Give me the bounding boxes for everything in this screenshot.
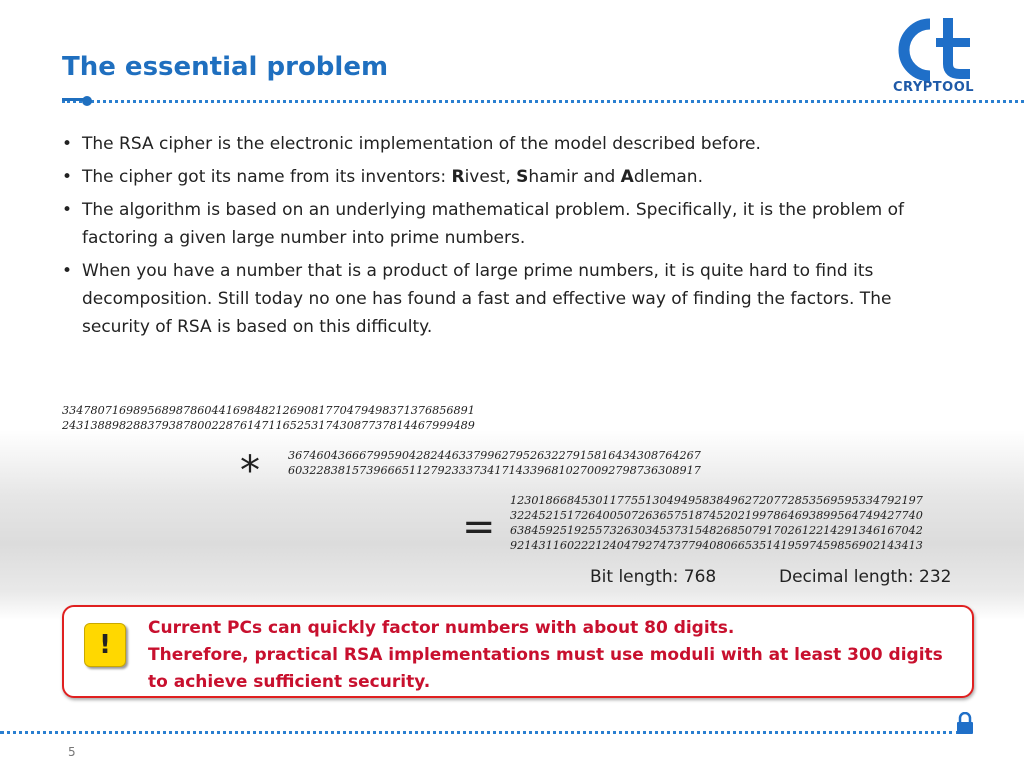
multiply-sign: * (240, 448, 260, 494)
text: S (516, 167, 529, 187)
product (510, 493, 923, 553)
logo-text: CRYPTOOL (893, 80, 975, 95)
bullet-item: • The RSA cipher is the electronic implementation of the model described before. (60, 130, 960, 158)
number-line: 3347807169895689878604416984821269081770479498371376856891 (62, 404, 475, 417)
divider-dot (82, 96, 92, 106)
bullet-item: • When you have a number that is a product of large prime numbers, it is quite hard to find its decomposition. Still today no one has found a fast and effective way of finding the factors. The security of RSA is based on this difficulty. (60, 257, 960, 341)
title-divider (62, 100, 1024, 104)
page-title: The essential problem (62, 52, 389, 82)
lock-icon (956, 712, 974, 734)
text: dleman. (633, 167, 703, 187)
decimal-length: Decimal length: 232 (779, 567, 952, 587)
number-line: 3674604366679959042824463379962795263227915816434308764267 (288, 449, 701, 462)
text: ivest, (464, 167, 517, 187)
number-line: 9214311602221240479274737794080665351419597459856902143413 (510, 539, 923, 552)
exclamation-icon: ! (84, 623, 126, 667)
number-line: 6032283815739666511279233373417143396810270092798736308917 (288, 464, 701, 477)
warning-text (148, 615, 943, 696)
footer-divider (0, 731, 960, 734)
warning-line: Current PCs can quickly factor numbers with about 80 digits. (148, 618, 735, 638)
number-line: 3224521517264005072636575187452021997864693899564749427740 (510, 509, 923, 522)
text: The cipher got its name from its inventors: (82, 167, 452, 187)
warning-line: Therefore, practical RSA implementations must use moduli with at least 300 digits (148, 645, 943, 665)
number-line: 6384592519255732630345373154826850791702612214291346167042 (510, 524, 923, 537)
bullet-list (60, 130, 960, 346)
warning-box (62, 605, 974, 698)
bullet-item (60, 163, 960, 191)
factor-2 (288, 448, 701, 478)
text: R (451, 167, 465, 187)
warning-line: to achieve sufficient security. (148, 672, 431, 692)
bit-length: Bit length: 768 (590, 567, 717, 587)
number-line: 2431388982883793878002287614711652531743087737814467999489 (62, 419, 475, 432)
equals-sign: = (462, 504, 496, 550)
bullet-item: • The algorithm is based on an underlying mathematical problem. Specifically, it is the problem of factoring a given large number into prime numbers. (60, 196, 960, 252)
text: hamir and (528, 167, 621, 187)
factor-1 (62, 403, 475, 433)
number-line: 1230186684530117755130494958384962720772853569595334792197 (510, 494, 923, 507)
page-number: 5 (68, 745, 76, 759)
text: A (620, 167, 634, 187)
